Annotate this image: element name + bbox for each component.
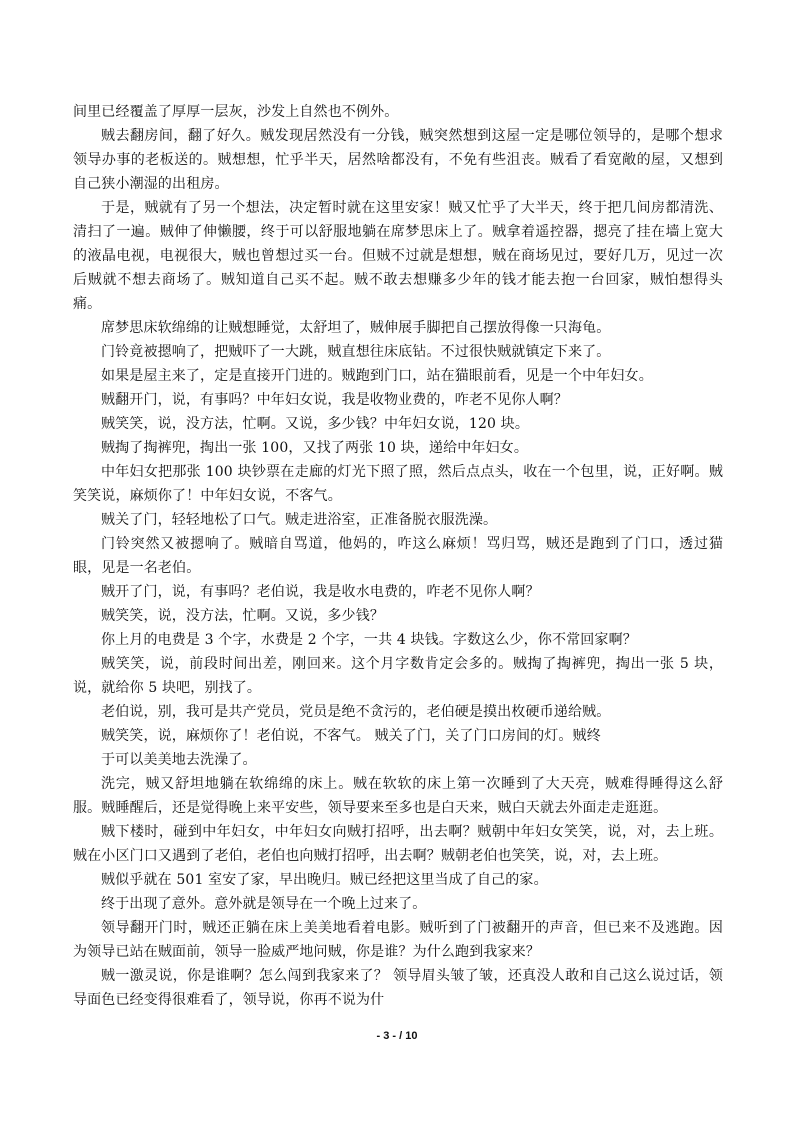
paragraph-7: 贼翻开门，说，有事吗？中年妇女说，我是收物业费的，咋老不见你人啊？: [101, 392, 568, 408]
paragraph-6: 如果是屋主来了，定是直接开门进的。贼跑到门口，站在猫眼前看，见是一个中年妇女。: [101, 368, 653, 384]
paragraph-20: 洗完，贼又舒坦地躺在软绵绵的床上。贼在软软的床上第一次睡到了大天亮，贼难得睡得这么舒服。贼睡醒后，还是觉得晚上来平安些，领导要来至多也是白天来，贼白天就去外面走走逛逛。: [73, 776, 723, 816]
paragraph-19: 于可以美美地去洗澡了。: [101, 752, 257, 768]
paragraph-25: 贼一激灵说，你是谁啊？怎么闯到我家来了？ 领导眉头皱了皱，还真没人敢和自己这么说过话，领导面色已经变得很难看了，领导说，你再不说为什: [73, 968, 723, 1008]
paragraph-2: 贼去翻房间，翻了好久。贼发现居然没有一分钱，贼突然想到这屋一定是哪位领导的，是哪个想求领导办事的老板送的。贼想想，忙乎半天，居然啥都没有，不免有些沮丧。贼看了看宽敞的屋，又想到自己狭小潮湿的出租房。: [73, 128, 723, 192]
paragraph-17: 老伯说，别，我可是共产党员，党员是绝不贪污的，老伯硬是摸出枚硬币递给贼。: [101, 704, 611, 720]
page-number: - 3 - / 10: [376, 1030, 418, 1042]
paragraph-18: 贼笑笑，说，麻烦你了！老伯说，不客气。 贼关了门，关了门口房间的灯。贼终: [101, 728, 601, 744]
paragraph-9: 贼掏了掏裤兜，掏出一张 100，又找了两张 10 块，递给中年妇女。: [101, 440, 528, 456]
document-body: [73, 100, 723, 1012]
paragraph-11: 贼关了门，轻轻地松了口气。贼走进浴室，正准备脱衣服洗澡。: [101, 512, 498, 528]
paragraph-12: 门铃突然又被摁响了。贼暗自骂道，他妈的，咋这么麻烦！骂归骂，贼还是跑到了门口，透过猫眼，见是一名老伯。: [73, 536, 723, 576]
paragraph-10: 中年妇女把那张 100 块钞票在走廊的灯光下照了照，然后点点头，收在一个包里，说，正好啊。贼笑笑说，麻烦你了！中年妇女说，不客气。: [73, 464, 723, 504]
paragraph-5: 门铃竟被摁响了，把贼吓了一大跳，贼直想往床底钻。不过很快贼就镇定下来了。: [101, 344, 611, 360]
paragraph-21: 贼下楼时，碰到中年妇女，中年妇女向贼打招呼，出去啊？贼朝中年妇女笑笑，说，对，去上班。贼在小区门口又遇到了老伯，老伯也向贼打招呼，出去啊？贼朝老伯也笑笑，说，对，去上班。: [73, 824, 723, 864]
paragraph-22: 贼似乎就在 501 室安了家，早出晚归。贼已经把这里当成了自己的家。: [101, 872, 548, 888]
paragraph-16: 贼笑笑，说，前段时间出差，刚回来。这个月字数肯定会多的。贼掏了掏裤兜，掏出一张 5 块，说，就给你 5 块吧，别找了。: [73, 656, 723, 696]
paragraph-3: 于是，贼就有了另一个想法，决定暂时就在这里安家！贼又忙乎了大半天，终于把几间房都清洗、清扫了一遍。贼伸了伸懒腰，终于可以舒服地躺在席梦思床上了。贼拿着遥控器，摁亮了挂在墙上宽大的液晶电视，电视很大，贼也曾想过买一台。但贼不过就是想想，贼在商场见过，要好几万，见过一次后贼就不想去商场了。贼知道自己买不起。贼不敢去想赚多少年的钱才能去抱一台回家，贼怕想得头痛。: [73, 200, 723, 312]
paragraph-24: 领导翻开门时，贼还正躺在床上美美地看着电影。贼听到了门被翻开的声音，但已来不及逃跑。因为领导已站在贼面前，领导一脸威严地问贼，你是谁？为什么跑到我家来？: [73, 920, 723, 960]
paragraph-15: 你上月的电费是 3 个字，水费是 2 个字，一共 4 块钱。字数这么少，你不常回家啊？: [101, 632, 637, 648]
paragraph-13: 贼开了门，说，有事吗？老伯说，我是收水电费的，咋老不见你人啊？: [101, 584, 540, 600]
paragraph-8: 贼笑笑，说，没方法，忙啊。又说，多少钱？中年妇女说，120 块。: [101, 416, 529, 432]
paragraph-1: 间里已经覆盖了厚厚一层灰，沙发上自然也不例外。: [73, 104, 399, 120]
paragraph-4: 席梦思床软绵绵的让贼想睡觉，太舒坦了，贼伸展手脚把自己摆放得像一只海龟。: [101, 320, 611, 336]
paragraph-14: 贼笑笑，说，没方法，忙啊。又说，多少钱？: [101, 608, 384, 624]
paragraph-23: 终于出现了意外。意外就是领导在一个晚上过来了。: [101, 896, 427, 912]
